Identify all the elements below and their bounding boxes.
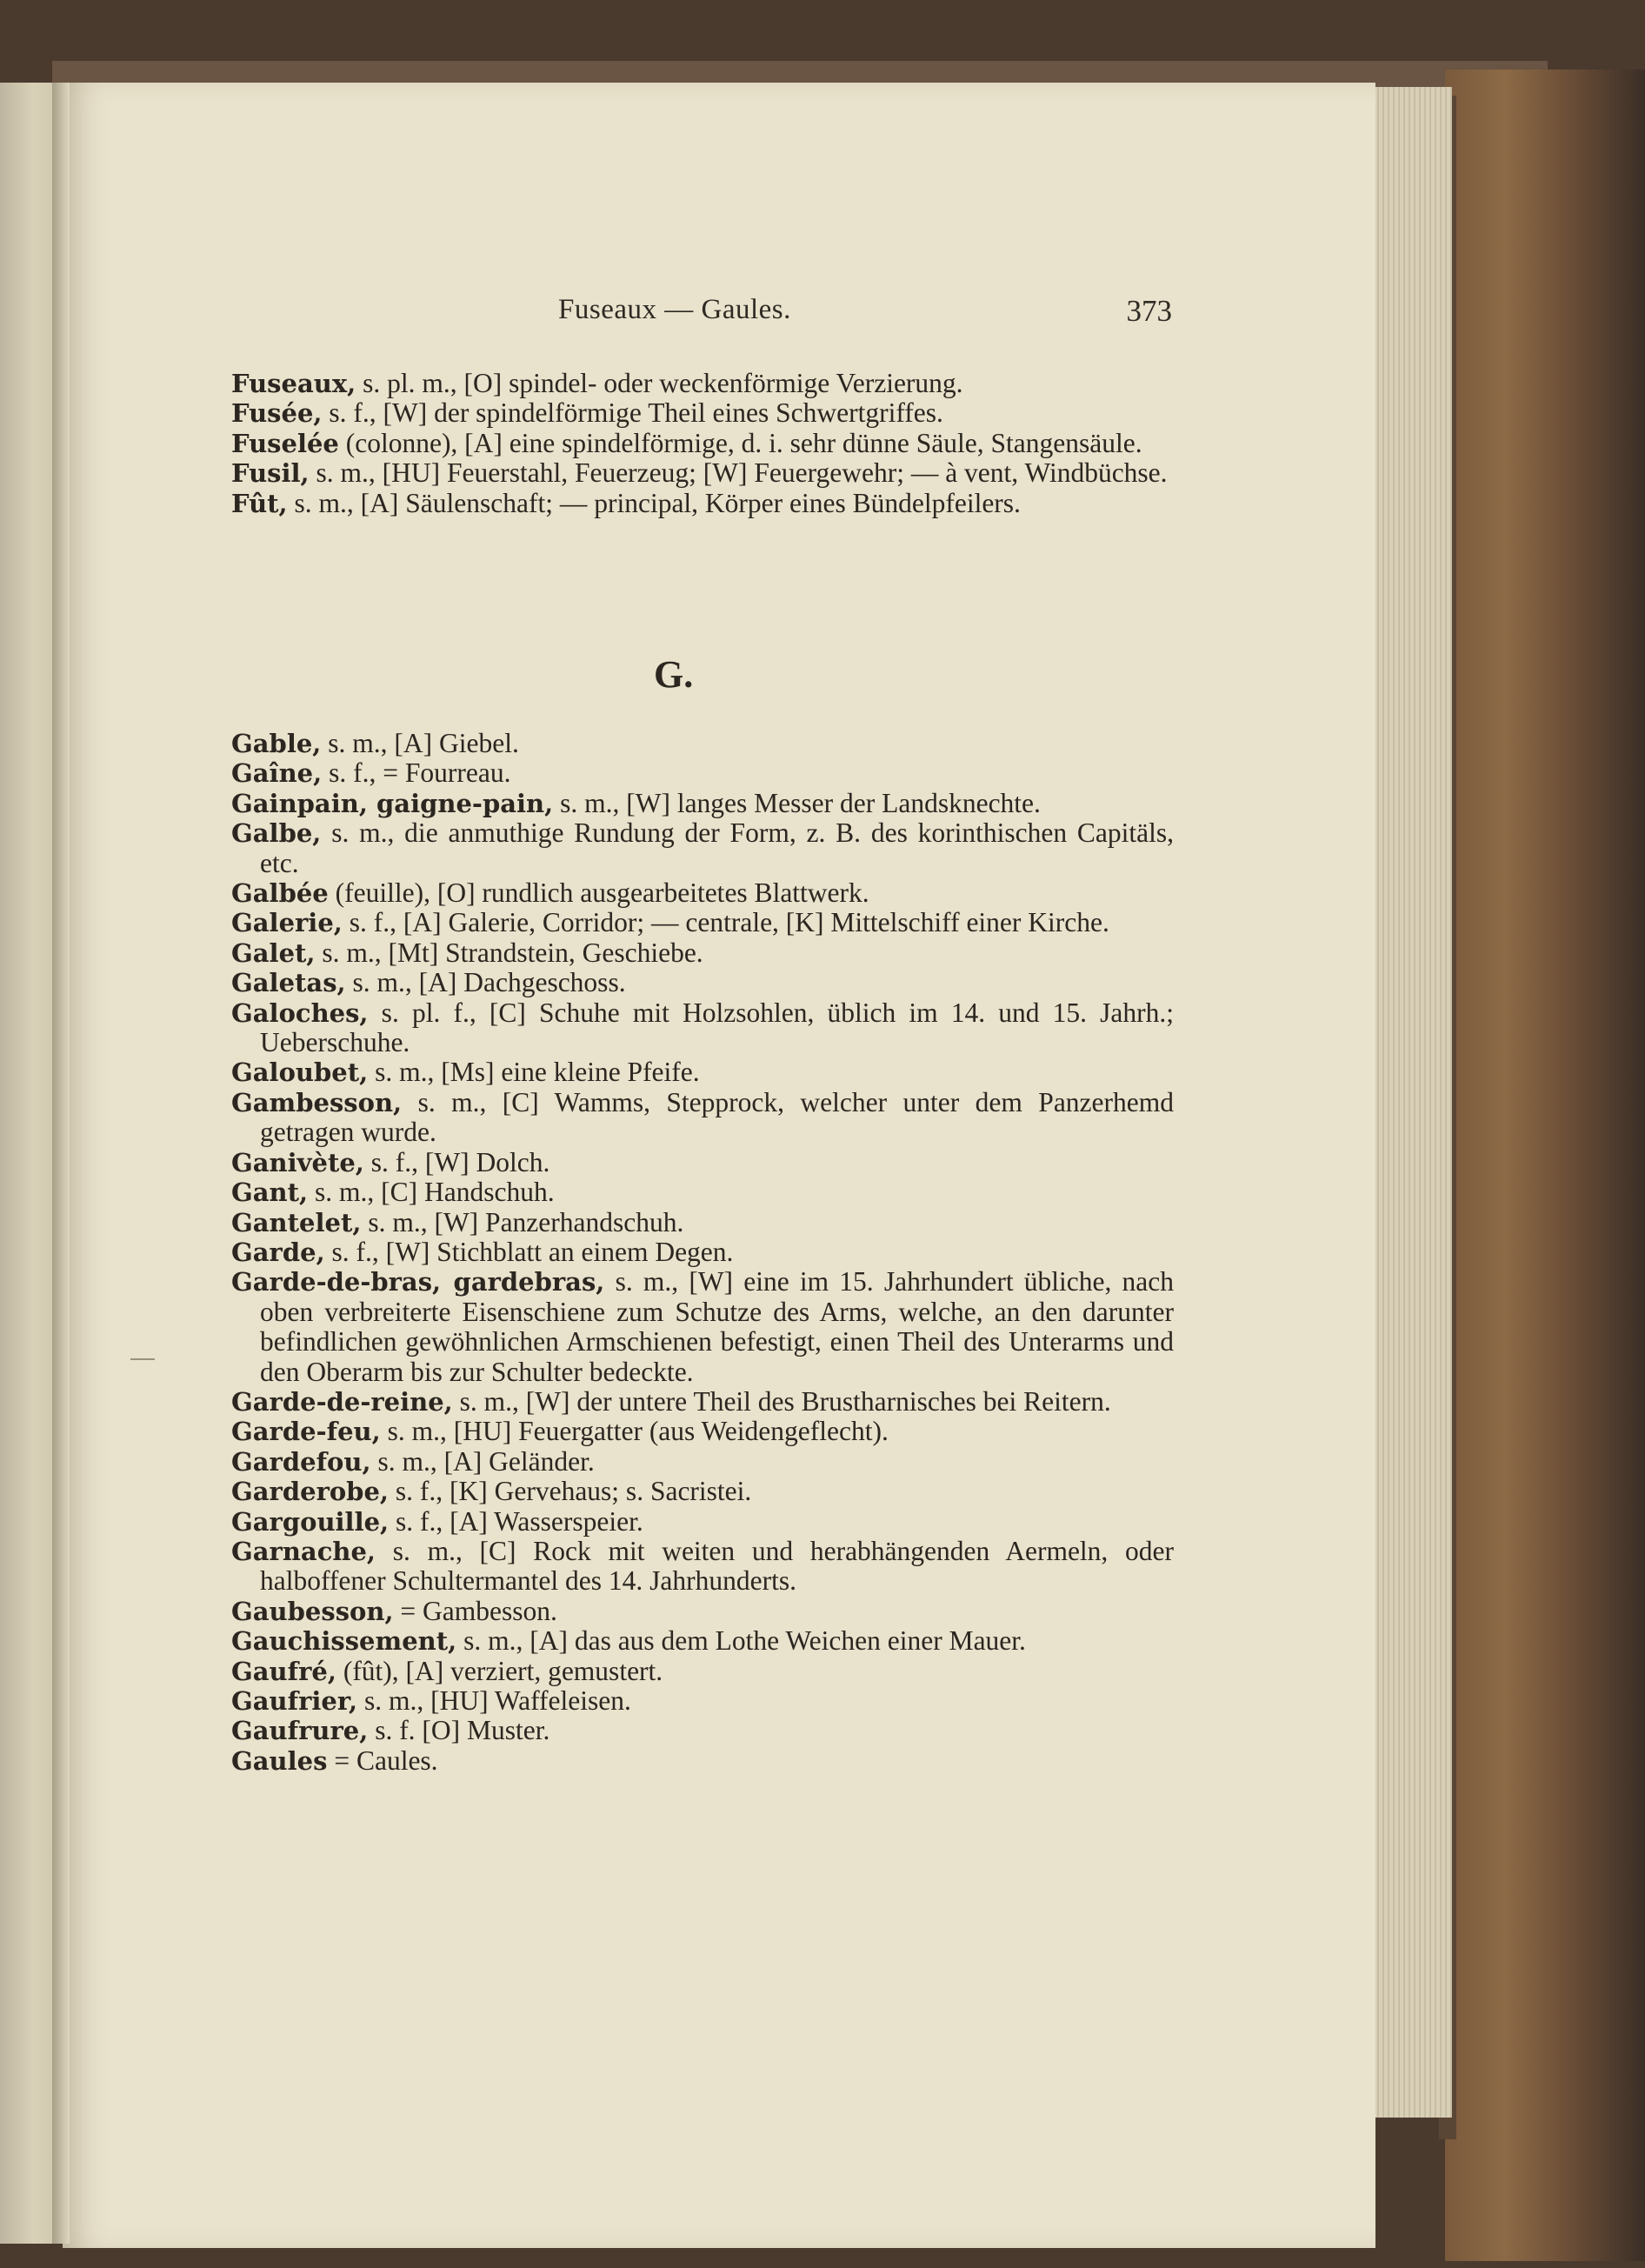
entries-bottom: [231, 729, 1174, 1776]
page-header: [228, 294, 1172, 337]
entry-headword: Galbée: [231, 878, 329, 909]
entry-definition: s. m., [A] Dachgeschoss.: [345, 967, 626, 998]
dictionary-entry: [231, 369, 1174, 398]
entry-definition: s. m., [Mt] Strandstein, Geschiebe.: [315, 937, 703, 968]
entry-headword: Gargouille,: [231, 1506, 390, 1537]
entry-headword: Galet,: [231, 937, 316, 968]
entry-definition: s. pl. f., [C] Schuhe mit Holzsohlen, üblich im 14. und 15. Jahrh.; Ueberschuhe.: [260, 997, 1174, 1058]
entry-definition: s. m., [A] Säulenschaft; — principal, Körper eines Bündelpfeilers.: [287, 487, 1021, 518]
dictionary-entry: [231, 1447, 1174, 1477]
entry-definition: = Gambesson.: [393, 1595, 557, 1626]
dictionary-entry: [231, 1626, 1174, 1656]
dictionary-entry: [231, 758, 1174, 788]
dictionary-entry: [231, 1148, 1174, 1177]
entry-definition: s. m., [HU] Feuergatter (aus Weidengeflecht).: [380, 1416, 889, 1447]
dictionary-entry: [231, 1507, 1174, 1537]
entry-headword: Galetas,: [231, 968, 346, 998]
entry-definition: s. m., [A] das aus dem Lothe Weichen einer Mauer.: [456, 1625, 1026, 1657]
entry-definition: s. m., die anmuthige Rundung der Form, z. B. des korinthischen Capitäls, etc.: [260, 817, 1174, 878]
dictionary-entry: [231, 429, 1174, 458]
margin-mark: [130, 1358, 155, 1360]
entry-headword: Gable,: [231, 729, 322, 758]
page-number: 373: [1126, 294, 1172, 328]
dictionary-entry: [231, 1597, 1174, 1626]
entry-definition: = Caules.: [327, 1744, 438, 1776]
entries-top: [231, 369, 1174, 518]
entry-headword: Fusil,: [231, 458, 310, 489]
entry-definition: (colonne), [A] eine spindelförmige, d. i. sehr dünne Säule, Stangensäule.: [338, 427, 1142, 458]
dictionary-entry: [231, 1057, 1174, 1087]
entry-headword: Fût,: [231, 488, 288, 518]
entry-definition: s. f., = Fourreau.: [322, 757, 511, 789]
entry-headword: Fusée,: [231, 398, 323, 429]
dictionary-entry: [231, 818, 1174, 878]
dictionary-entry: [231, 968, 1174, 997]
dictionary-entry: [231, 1657, 1174, 1686]
entry-definition: s. f., [A] Galerie, Corridor; — centrale, [K] Mittelschiff einer Kirche.: [342, 907, 1109, 938]
entry-definition: s. m., [W] langes Messer der Landsknechte.: [553, 787, 1041, 818]
entry-headword: Gaules: [231, 1745, 328, 1776]
entry-headword: Galoubet,: [231, 1057, 369, 1088]
dictionary-entry: [231, 878, 1174, 908]
entry-definition: s. m., [C] Wamms, Stepprock, welcher unter dem Panzerhemd getragen wurde.: [260, 1086, 1174, 1148]
entry-definition: s. f., [W] Stichblatt an einem Degen.: [324, 1236, 734, 1267]
dictionary-entry: [231, 789, 1174, 818]
running-head: Fuseaux — Gaules.: [558, 294, 791, 325]
dictionary-entry: [231, 1088, 1174, 1148]
entry-headword: Fuseaux,: [231, 369, 356, 398]
dictionary-entry: [231, 1208, 1174, 1237]
entry-headword: Garde-de-reine,: [231, 1386, 453, 1417]
entry-headword: Galerie,: [231, 908, 343, 938]
dictionary-entry: [231, 908, 1174, 937]
entry-headword: Gant,: [231, 1177, 309, 1208]
entry-definition: s. pl. m., [O] spindel- oder weckenförmige Verzierung.: [356, 368, 963, 398]
entry-headword: Garde-de-bras, gardebras,: [231, 1267, 605, 1297]
page-block-edges: [1369, 87, 1452, 2118]
entry-definition: (feuille), [O] rundlich ausgearbeitetes Blattwerk.: [328, 877, 869, 909]
entry-headword: Garderobe,: [231, 1477, 390, 1507]
entry-definition: s. m., [C] Handschuh.: [308, 1177, 555, 1208]
entry-headword: Garnache,: [231, 1536, 376, 1566]
entry-headword: Gaîne,: [231, 758, 323, 789]
entry-headword: Gauchissement,: [231, 1626, 457, 1657]
entry-definition: s. m., [Ms] eine kleine Pfeife.: [368, 1057, 700, 1088]
entry-headword: Gainpain, gaigne-pain,: [231, 788, 554, 818]
entry-definition: s. m., [HU] Waffeleisen.: [357, 1685, 631, 1716]
entry-definition: s. f. [O] Muster.: [368, 1715, 550, 1746]
dictionary-entry: [231, 938, 1174, 968]
entry-definition: s. f., [W] der spindelförmige Theil eines Schwertgriffes.: [322, 397, 943, 429]
section-letter: G.: [654, 653, 694, 696]
entry-headword: Gaufré,: [231, 1656, 336, 1686]
dictionary-entry: [231, 1477, 1174, 1506]
entry-headword: Garde-feu,: [231, 1417, 381, 1447]
dictionary-entry: [231, 398, 1174, 428]
entry-headword: Fuselée: [231, 428, 339, 458]
entry-definition: s. m., [A] Geländer.: [370, 1445, 595, 1477]
spine-gutter: [52, 83, 70, 2244]
entry-definition: s. m., [C] Rock mit weiten und herabhängenden Aermeln, oder halboffener Schultermantel des 14. Jahrhunderts.: [260, 1535, 1174, 1597]
entry-definition: s. f., [K] Gervehaus; s. Sacristei.: [389, 1476, 752, 1507]
entry-headword: Gardefou,: [231, 1446, 371, 1477]
dictionary-entry: [231, 1417, 1174, 1446]
dictionary-entry: [231, 1746, 1174, 1776]
dictionary-entry: [231, 1686, 1174, 1716]
dictionary-entry: [231, 1537, 1174, 1597]
entry-definition: s. f., [W] Dolch.: [363, 1146, 550, 1177]
entry-definition: s. m., [W] eine im 15. Jahrhundert übliche, nach oben verbreiterte Eisenschiene zum Schutze des Arms, welche, an den darunter befindlichen gewöhnlichen Armschienen befestigt, einen Theil des Unterarms und den Oberarm bis zur Schulter bedeckte.: [260, 1266, 1174, 1387]
entry-definition: s. m., [W] Panzerhandschuh.: [361, 1206, 684, 1237]
entry-headword: Gaubesson,: [231, 1596, 394, 1626]
entry-definition: (fût), [A] verziert, gemustert.: [336, 1655, 663, 1686]
entry-definition: s. f., [A] Wasserspeier.: [389, 1505, 643, 1537]
entry-headword: Galoches,: [231, 997, 369, 1028]
dictionary-entry: [231, 1267, 1174, 1387]
entry-definition: s. m., [W] der untere Theil des Brustharnisches bei Reitern.: [452, 1385, 1111, 1417]
dictionary-entry: [231, 729, 1174, 758]
dictionary-entry: [231, 1716, 1174, 1745]
dictionary-entry: [231, 998, 1174, 1058]
entry-headword: Gaufrier,: [231, 1686, 358, 1716]
dictionary-entry: [231, 1237, 1174, 1267]
dictionary-entry: [231, 1177, 1174, 1207]
dictionary-entry: [231, 458, 1174, 488]
dictionary-entry: [231, 489, 1174, 518]
book-cover-right: [1445, 70, 1645, 2261]
entry-definition: s. m., [HU] Feuerstahl, Feuerzeug; [W] Feuergewehr; — à vent, Windbüchse.: [309, 457, 1168, 489]
entry-headword: Garde,: [231, 1237, 325, 1267]
entry-headword: Gambesson,: [231, 1087, 403, 1117]
entry-headword: Gantelet,: [231, 1207, 362, 1237]
entry-definition: s. m., [A] Giebel.: [321, 728, 519, 758]
entry-headword: Gaufrure,: [231, 1716, 369, 1746]
entry-headword: Ganivète,: [231, 1147, 364, 1177]
entry-headword: Galbe,: [231, 818, 322, 849]
dictionary-entry: [231, 1387, 1174, 1417]
